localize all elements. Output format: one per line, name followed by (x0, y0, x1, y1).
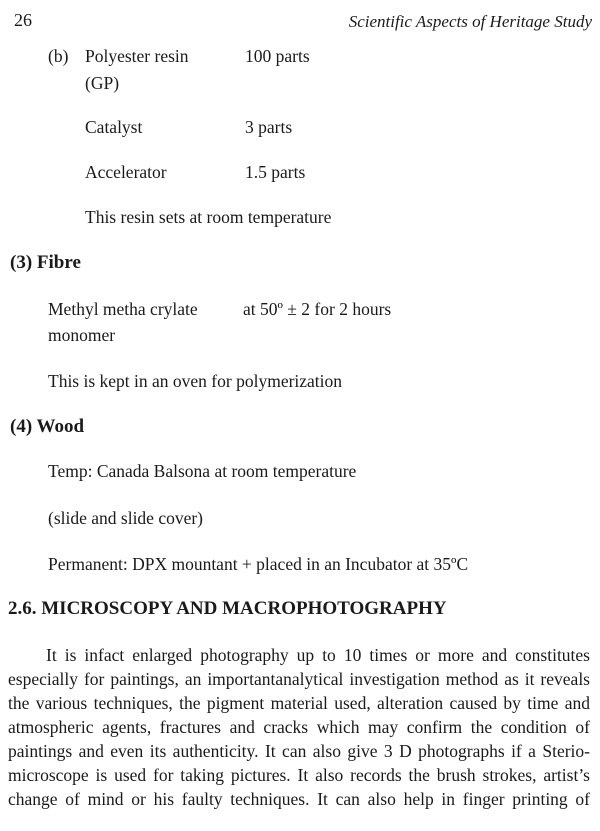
paragraph-line: change of mind or his faulty techniques. It can also help in finger printing of (8, 789, 590, 809)
resin-item-accelerator: Accelerator (85, 162, 167, 182)
fibre-item: Methyl metha crylate (48, 299, 198, 319)
wood-line-permanent: Permanent: DPX mountant + placed in an Incubator at 35ºC (48, 554, 469, 574)
page-number: 26 (14, 10, 32, 30)
fibre-note: This is kept in an oven for polymerization (48, 371, 343, 391)
resin-value-accelerator: 1.5 parts (245, 162, 306, 182)
heading-fibre: (3) Fibre (10, 252, 81, 273)
resin-item-catalyst: Catalyst (85, 117, 143, 137)
resin-note: This resin sets at room temperature (85, 207, 332, 227)
section-paragraph (8, 643, 590, 811)
resin-item-polyester-cont: (GP) (85, 73, 120, 93)
resin-item-polyester: Polyester resin (85, 46, 189, 66)
paragraph-line: especially for paintings, an importantanalytical investigation method as it reveals (8, 669, 590, 689)
paragraph-line: atmospheric agents, fractures and cracks which may confirm the condition of (8, 717, 590, 737)
paragraph-line: paintings and even its authenticity. It can also give 3 D photographs if a Sterio- (8, 741, 590, 761)
wood-line-slide: (slide and slide cover) (48, 508, 204, 528)
heading-wood: (4) Wood (10, 416, 85, 437)
fibre-item-cont: monomer (48, 325, 116, 345)
fibre-value: at 50º ± 2 for 2 hours (243, 299, 392, 319)
wood-line-temp: Temp: Canada Balsona at room temperature (48, 461, 357, 481)
paragraph-line: microscope is used for taking pictures. It also records the brush strokes, artist’s (8, 765, 590, 785)
resin-value-catalyst: 3 parts (245, 117, 293, 137)
paragraph-line: the various techniques, the pigment material used, alteration caused by time and (8, 693, 590, 713)
resin-value-polyester: 100 parts (245, 46, 310, 66)
section-heading: 2.6. MICROSCOPY AND MACROPHOTOGRAPHY (8, 598, 447, 619)
paragraph-line: It is infact enlarged photography up to 10 times or more and constitutes (46, 645, 590, 665)
running-header: Scientific Aspects of Heritage Study (348, 12, 592, 31)
list-marker-b: (b) (48, 46, 69, 66)
